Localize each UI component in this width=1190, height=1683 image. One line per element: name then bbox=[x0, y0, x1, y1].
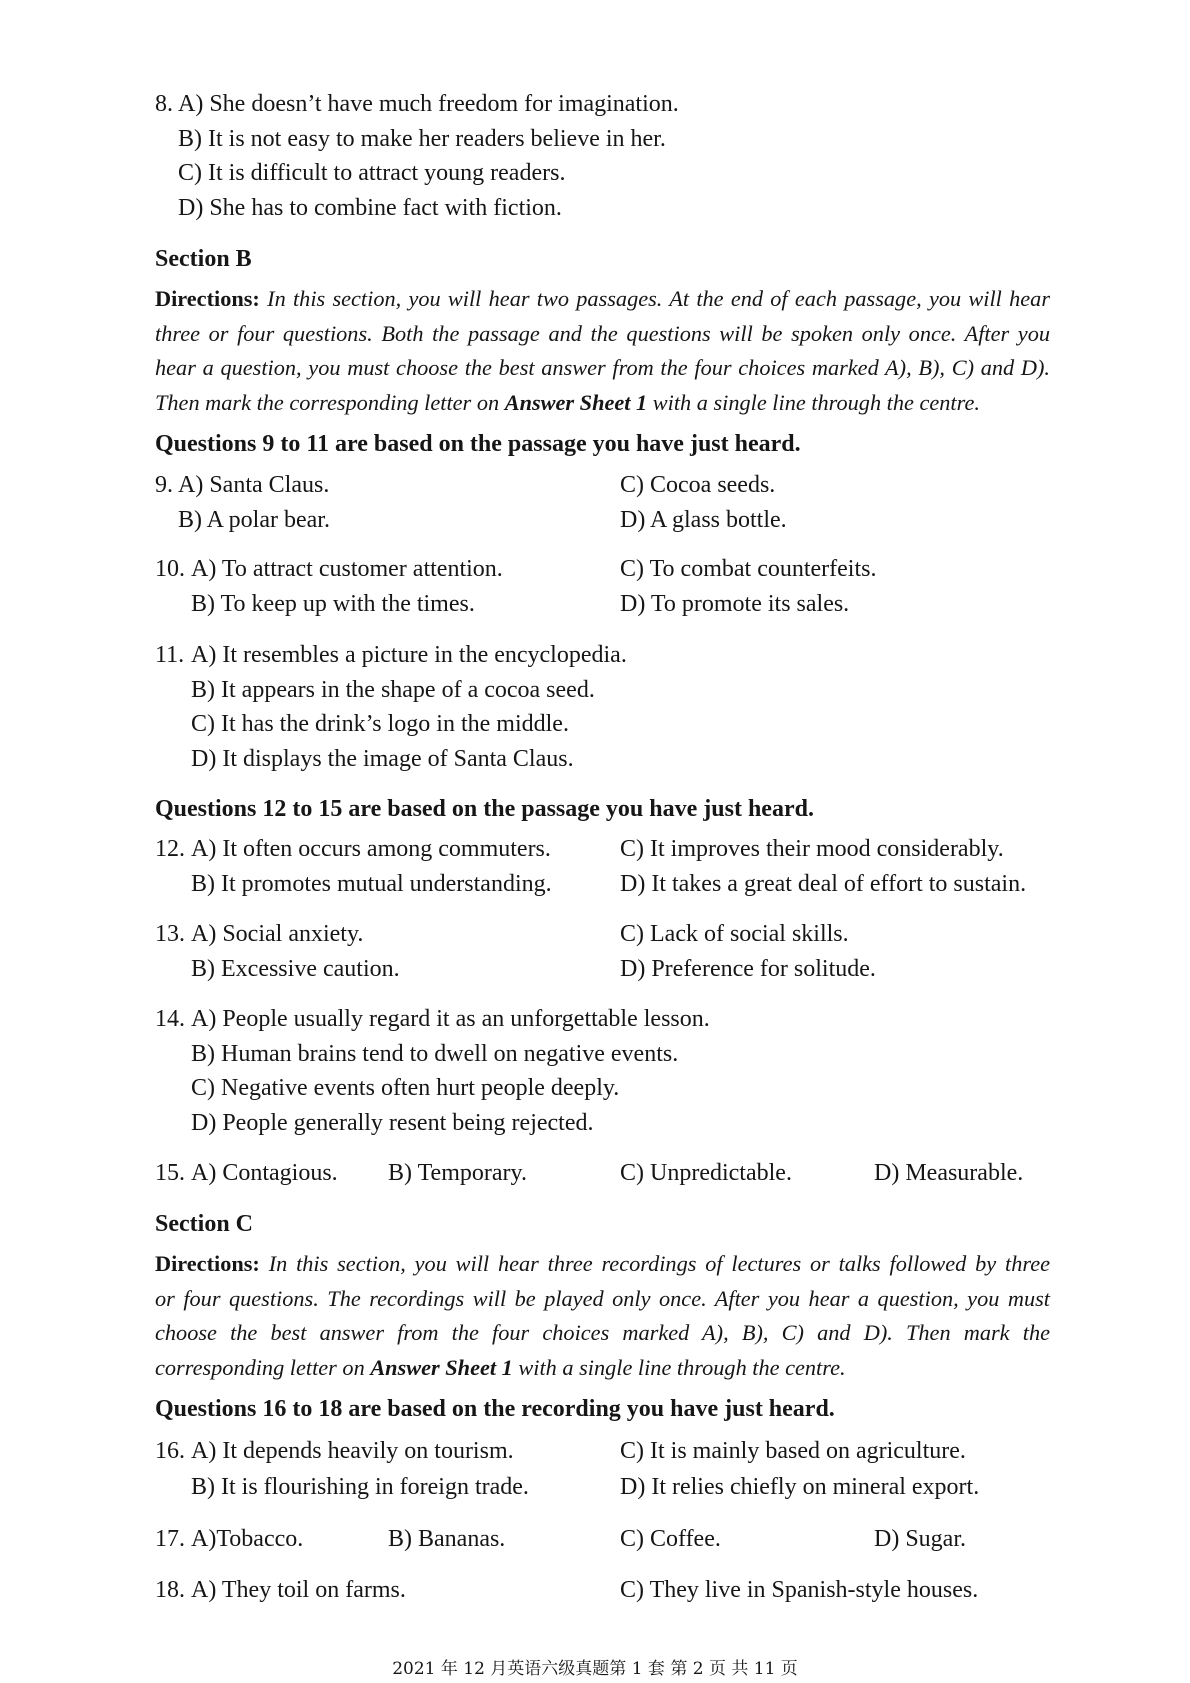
directions-line bbox=[155, 386, 1050, 421]
directions-line: or four questions. The recordings will be played only once. After you hear a question, you must bbox=[155, 1285, 1050, 1311]
option-row bbox=[155, 191, 1050, 226]
option-row bbox=[155, 587, 1050, 622]
answer-sheet-emphasis: Answer Sheet 1 bbox=[504, 389, 648, 415]
section-b-directions bbox=[155, 282, 1050, 420]
option-row bbox=[155, 832, 1050, 867]
option-b: B) Human brains tend to dwell on negative events. bbox=[191, 1040, 679, 1067]
option-row bbox=[155, 867, 1050, 902]
option-row bbox=[155, 1037, 1050, 1072]
option-c: C) Cocoa seeds. bbox=[620, 472, 776, 498]
question-13 bbox=[155, 917, 1050, 986]
question-10 bbox=[155, 552, 1050, 621]
option-c: C) Coffee. bbox=[620, 1526, 721, 1552]
option-row bbox=[155, 1433, 1050, 1469]
option-a: A) It often occurs among commuters. bbox=[191, 836, 551, 862]
directions-label: Directions: bbox=[155, 1251, 260, 1276]
directions-text: In this section, you will hear three recordings of lectures or talks followed by three bbox=[268, 1251, 1050, 1276]
option-b: B) To keep up with the times. bbox=[191, 590, 475, 617]
option-c: C) It is mainly based on agriculture. bbox=[620, 1438, 966, 1464]
option-d: D) A glass bottle. bbox=[620, 506, 787, 533]
option-a: A) People usually regard it as an unforgettable lesson. bbox=[191, 1006, 710, 1032]
option-d: D) Sugar. bbox=[874, 1526, 966, 1552]
directions-text: with a single line through the centre. bbox=[652, 389, 980, 415]
question-number: 12. bbox=[155, 836, 185, 862]
option-b: B) Bananas. bbox=[388, 1526, 506, 1552]
question-14 bbox=[155, 1002, 1050, 1140]
question-8 bbox=[155, 87, 1050, 225]
directions-text: Then mark the corresponding letter on bbox=[155, 389, 500, 415]
directions-line bbox=[155, 1247, 1050, 1282]
question-number: 8. bbox=[155, 91, 173, 117]
option-d: D) It relies chiefly on mineral export. bbox=[620, 1474, 980, 1500]
option-row bbox=[155, 1002, 1050, 1037]
option-c: C) They live in Spanish-style houses. bbox=[620, 1577, 979, 1603]
directions-line bbox=[155, 1351, 1050, 1386]
question-number: 10. bbox=[155, 556, 185, 582]
option-b: B) A polar bear. bbox=[178, 506, 330, 533]
option-d: D) It displays the image of Santa Claus. bbox=[191, 745, 574, 772]
option-row bbox=[155, 1469, 1050, 1505]
option-d: D) She has to combine fact with fiction. bbox=[178, 194, 562, 221]
answer-sheet-emphasis: Answer Sheet 1 bbox=[370, 1354, 513, 1380]
question-9 bbox=[155, 468, 1050, 537]
option-b: B) It appears in the shape of a cocoa seed. bbox=[191, 676, 595, 703]
option-c: C) It has the drink’s logo in the middle. bbox=[191, 711, 569, 738]
option-a: A) To attract customer attention. bbox=[191, 556, 503, 582]
option-row bbox=[155, 673, 1050, 708]
option-row bbox=[155, 1106, 1050, 1141]
question-number: 18. bbox=[155, 1577, 185, 1603]
option-row bbox=[155, 1156, 1050, 1191]
question-number: 9. bbox=[155, 472, 173, 498]
section-c-title: Section C bbox=[155, 1211, 253, 1237]
option-c: C) Lack of social skills. bbox=[620, 921, 849, 947]
option-b: B) It promotes mutual understanding. bbox=[191, 870, 552, 897]
question-group-heading: Questions 16 to 18 are based on the recording you have just heard. bbox=[155, 1396, 835, 1422]
directions-label: Directions: bbox=[155, 286, 260, 311]
option-c: C) It is difficult to attract young readers. bbox=[178, 160, 566, 187]
directions-line bbox=[155, 282, 1050, 317]
option-row bbox=[155, 1522, 1050, 1557]
option-row bbox=[155, 503, 1050, 538]
option-a: A)Tobacco. bbox=[191, 1526, 304, 1552]
option-row bbox=[155, 87, 1050, 122]
option-d: D) Preference for solitude. bbox=[620, 955, 876, 982]
option-row bbox=[155, 552, 1050, 587]
question-number: 16. bbox=[155, 1438, 185, 1464]
question-17 bbox=[155, 1522, 1050, 1557]
option-c: C) Unpredictable. bbox=[620, 1160, 792, 1186]
option-b: B) Excessive caution. bbox=[191, 955, 400, 982]
option-row bbox=[155, 156, 1050, 191]
option-row bbox=[155, 1071, 1050, 1106]
option-row bbox=[155, 1573, 1050, 1608]
option-row bbox=[155, 917, 1050, 952]
question-number: 14. bbox=[155, 1006, 185, 1032]
option-c: C) It improves their mood considerably. bbox=[620, 836, 1004, 862]
option-row bbox=[155, 468, 1050, 503]
question-11 bbox=[155, 638, 1050, 776]
question-number: 17. bbox=[155, 1526, 185, 1552]
option-d: D) It takes a great deal of effort to sustain. bbox=[620, 870, 1027, 897]
question-number: 15. bbox=[155, 1160, 185, 1186]
directions-text: In this section, you will hear two passages. At the end of each passage, you will hear bbox=[267, 286, 1050, 311]
question-number: 11. bbox=[155, 642, 185, 668]
option-row bbox=[155, 707, 1050, 742]
directions-line: hear a question, you must choose the best answer from the four choices marked A), B), C) and D). bbox=[155, 355, 1050, 381]
option-row bbox=[155, 742, 1050, 777]
option-row bbox=[155, 952, 1050, 987]
question-number: 13. bbox=[155, 921, 185, 947]
question-15 bbox=[155, 1156, 1050, 1191]
section-b-title: Section B bbox=[155, 246, 252, 272]
directions-text: with a single line through the centre. bbox=[518, 1354, 846, 1380]
option-a: A) It resembles a picture in the encyclopedia. bbox=[191, 642, 627, 668]
option-a: A) It depends heavily on tourism. bbox=[191, 1438, 514, 1464]
directions-line: choose the best answer from the four choices marked A), B), C) and D). Then mark the bbox=[155, 1320, 1050, 1346]
directions-line: three or four questions. Both the passage and the questions will be spoken only once. After you bbox=[155, 320, 1050, 346]
option-row bbox=[155, 122, 1050, 157]
option-a: A) Santa Claus. bbox=[178, 472, 330, 498]
option-b: B) It is flourishing in foreign trade. bbox=[191, 1474, 529, 1500]
option-b: B) It is not easy to make her readers believe in her. bbox=[178, 125, 666, 152]
option-b: B) Temporary. bbox=[388, 1160, 527, 1186]
option-a: A) They toil on farms. bbox=[191, 1577, 406, 1603]
option-d: D) People generally resent being rejected. bbox=[191, 1109, 594, 1136]
question-12 bbox=[155, 832, 1050, 901]
option-a: A) Social anxiety. bbox=[191, 921, 364, 947]
option-a: A) She doesn’t have much freedom for imagination. bbox=[178, 91, 679, 117]
option-c: C) Negative events often hurt people deeply. bbox=[191, 1075, 620, 1102]
option-a: A) Contagious. bbox=[191, 1160, 338, 1186]
question-group-heading: Questions 12 to 15 are based on the passage you have just heard. bbox=[155, 796, 814, 822]
option-d: D) Measurable. bbox=[874, 1160, 1024, 1186]
option-d: D) To promote its sales. bbox=[620, 590, 850, 617]
question-18 bbox=[155, 1573, 1050, 1608]
page-footer: 2021 年 12 月英语六级真题第 1 套 第 2 页 共 11 页 bbox=[392, 1659, 798, 1679]
question-16 bbox=[155, 1433, 1050, 1505]
directions-text: corresponding letter on bbox=[155, 1354, 365, 1380]
question-group-heading: Questions 9 to 11 are based on the passage you have just heard. bbox=[155, 431, 801, 457]
option-row bbox=[155, 638, 1050, 673]
option-c: C) To combat counterfeits. bbox=[620, 556, 877, 582]
section-c-directions bbox=[155, 1247, 1050, 1385]
